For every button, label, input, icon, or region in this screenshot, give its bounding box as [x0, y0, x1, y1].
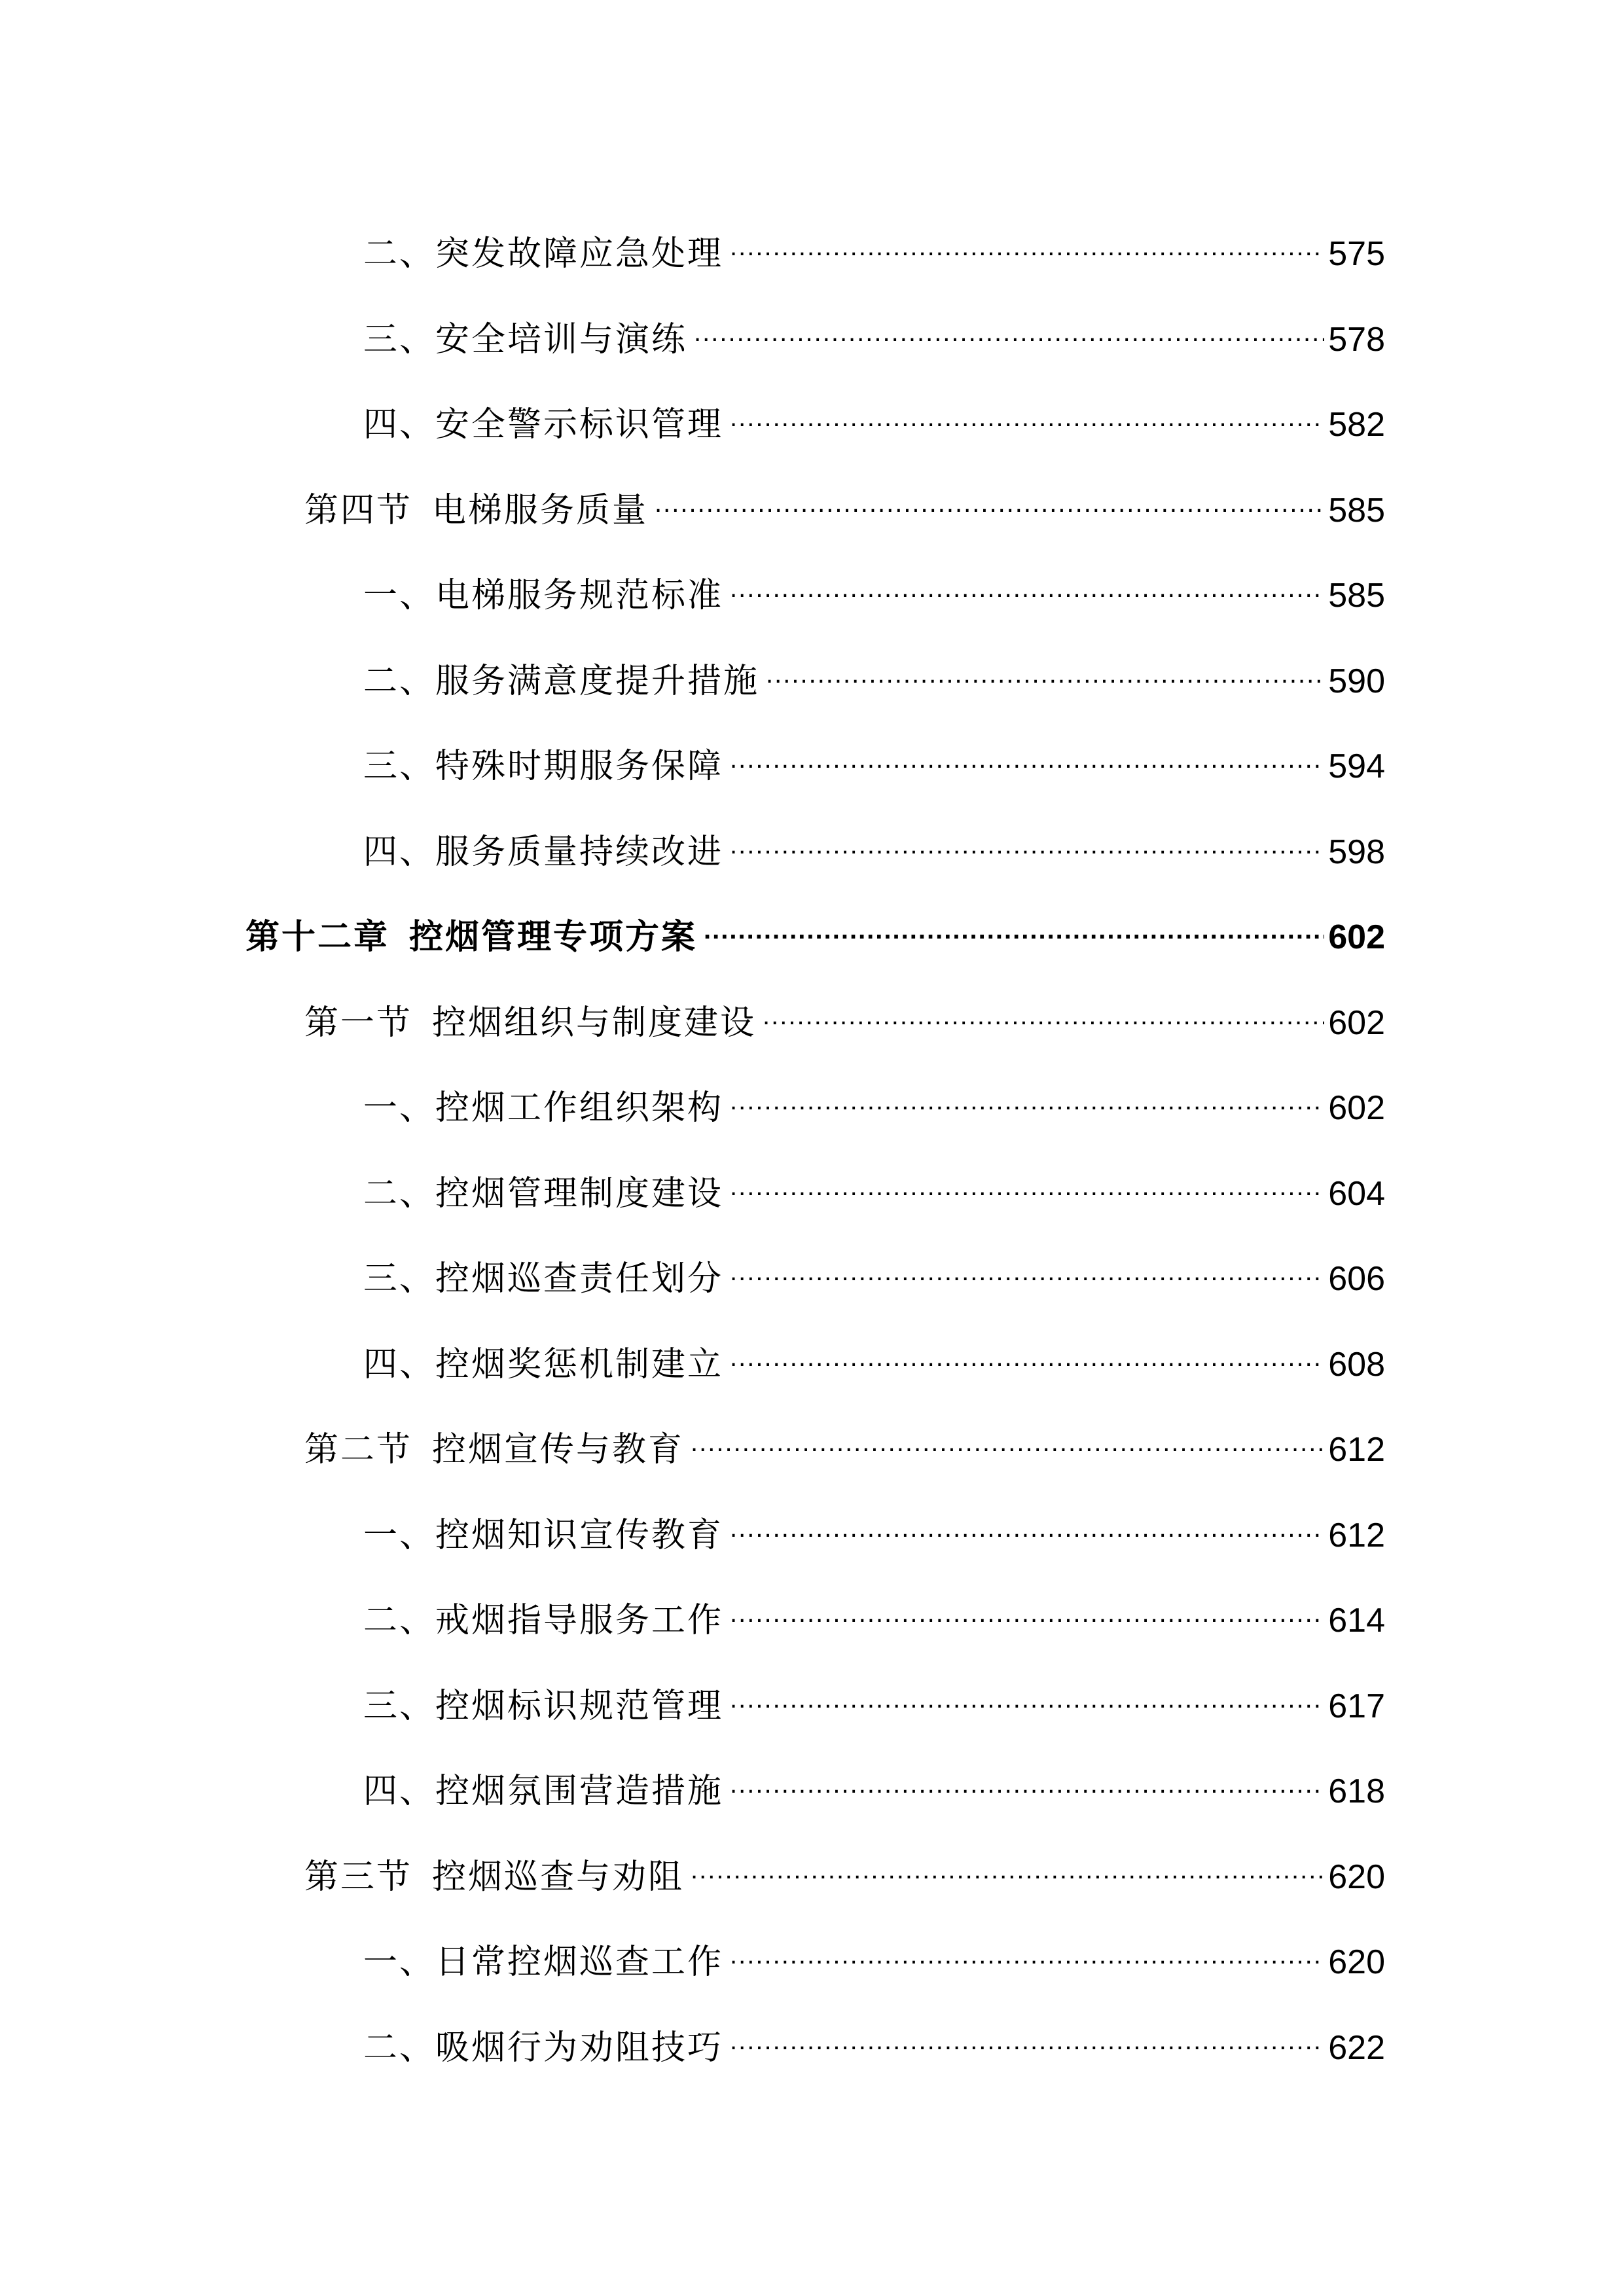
toc-entry-section[interactable] [304, 1836, 1385, 1897]
dot-leader [691, 1836, 1324, 1888]
toc-entry-label [304, 1424, 684, 1476]
dot-leader [730, 1921, 1324, 1973]
toc-entry-number: 第一节 [304, 1003, 413, 1043]
toc-entry-item[interactable] [363, 1921, 1385, 1982]
toc-entry-title: 一、控烟工作组织架构 [363, 1088, 724, 1128]
toc-entry-title: 四、安全警示标识管理 [363, 405, 724, 444]
toc-entry-page-number: 602 [1328, 918, 1385, 956]
toc-entry-item[interactable] [363, 1067, 1385, 1128]
toc-entry-page-number: 598 [1328, 833, 1385, 871]
toc-entry-title: 三、控烟巡查责任划分 [363, 1259, 724, 1299]
toc-entry-item[interactable] [363, 1494, 1385, 1555]
toc-entry-label [245, 911, 697, 963]
toc-entry-title: 控烟组织与制度建设 [432, 1003, 757, 1043]
toc-entry-section[interactable] [304, 1408, 1385, 1469]
dot-leader [694, 298, 1324, 351]
dot-leader [730, 213, 1324, 265]
dot-leader [730, 1238, 1324, 1290]
toc-entry-page-number: 590 [1328, 662, 1385, 700]
toc-entry-page-number: 594 [1328, 747, 1385, 785]
toc-entry-item[interactable] [363, 1323, 1385, 1384]
toc-entry-title: 二、吸烟行为劝阻技巧 [363, 2028, 724, 2068]
toc-entry-page-number: 622 [1328, 2028, 1385, 2067]
toc-entry-item[interactable] [363, 1153, 1385, 1213]
toc-entry-title: 三、控烟标识规范管理 [363, 1686, 724, 1726]
toc-entry-page-number: 578 [1328, 320, 1385, 359]
toc-entry-label [304, 1851, 684, 1903]
toc-entry-item[interactable] [363, 811, 1385, 872]
toc-entry-title: 一、电梯服务规范标准 [363, 576, 724, 615]
toc-entry-title: 二、戒烟指导服务工作 [363, 1601, 724, 1640]
dot-leader [730, 1665, 1324, 1717]
toc-entry-title: 控烟宣传与教育 [432, 1430, 685, 1469]
toc-entry-number: 第十二章 [245, 918, 390, 957]
toc-entry-label [363, 1253, 723, 1305]
toc-entry-title: 一、日常控烟巡查工作 [363, 1943, 724, 1982]
dot-leader [730, 1750, 1324, 1803]
toc-entry-label [363, 2022, 723, 2074]
dot-leader [730, 1579, 1324, 1632]
toc-entry-label [363, 1168, 723, 1220]
toc-entry-title: 四、控烟奖惩机制建立 [363, 1344, 724, 1384]
toc-entry-item[interactable] [363, 1750, 1385, 1811]
toc-entry-title: 二、服务满意度提升措施 [363, 661, 760, 701]
dot-leader [730, 1494, 1324, 1547]
toc-entry-page-number: 612 [1328, 1516, 1385, 1554]
toc-entry-title: 三、安全培训与演练 [363, 319, 688, 359]
toc-entry-number: 第三节 [304, 1857, 413, 1897]
toc-entry-label [363, 228, 723, 280]
toc-entry-label [304, 997, 756, 1049]
dot-leader [655, 469, 1324, 522]
toc-entry-label [363, 399, 723, 451]
toc-entry-page-number: 612 [1328, 1431, 1385, 1469]
dot-leader [704, 896, 1324, 948]
toc-entry-title: 控烟巡查与劝阻 [432, 1857, 685, 1897]
toc-entry-label [363, 314, 687, 366]
toc-entry-title: 二、突发故障应急处理 [363, 234, 724, 274]
toc-entry-title: 电梯服务质量 [432, 490, 649, 530]
toc-entry-section[interactable] [304, 982, 1385, 1043]
toc-entry-page-number: 602 [1328, 1003, 1385, 1042]
dot-leader [730, 2007, 1324, 2059]
dot-leader [730, 1067, 1324, 1119]
toc-entry-item[interactable] [363, 384, 1385, 444]
toc-entry-chapter[interactable] [245, 896, 1385, 957]
toc-entry-title: 控烟管理专项方案 [409, 918, 698, 957]
toc-entry-item[interactable] [363, 1579, 1385, 1640]
toc-entry-item[interactable] [363, 554, 1385, 615]
toc-entry-number: 第四节 [304, 490, 413, 530]
toc-entry-section[interactable] [304, 469, 1385, 530]
dot-leader [766, 640, 1324, 692]
toc-entry-page-number: 585 [1328, 491, 1385, 529]
toc-entry-page-number: 575 [1328, 235, 1385, 273]
toc-entry-page-number: 617 [1328, 1687, 1385, 1725]
toc-entry-label [363, 1338, 723, 1391]
dot-leader [730, 1323, 1324, 1376]
toc-entry-label [363, 1765, 723, 1818]
toc-entry-page-number: 585 [1328, 577, 1385, 615]
toc-entry-label [363, 826, 723, 878]
toc-entry-item[interactable] [363, 1238, 1385, 1299]
toc-entry-page-number: 606 [1328, 1260, 1385, 1298]
toc-entry-page-number: 618 [1328, 1772, 1385, 1810]
toc-entry-page-number: 620 [1328, 1943, 1385, 1981]
dot-leader [691, 1408, 1324, 1461]
toc-entry-number: 第二节 [304, 1430, 413, 1469]
dot-leader [730, 384, 1324, 436]
toc-entry-label [304, 484, 648, 537]
toc-entry-label [363, 569, 723, 622]
toc-entry-label [363, 655, 759, 708]
toc-entry-page-number: 608 [1328, 1345, 1385, 1384]
toc-entry-label [363, 1509, 723, 1562]
toc-entry-title: 三、特殊时期服务保障 [363, 747, 724, 786]
toc-entry-item[interactable] [363, 213, 1385, 274]
toc-entry-item[interactable] [363, 725, 1385, 786]
toc-entry-label [363, 1082, 723, 1134]
toc-entry-title: 四、控烟氛围营造措施 [363, 1772, 724, 1811]
dot-leader [730, 725, 1324, 778]
toc-entry-item[interactable] [363, 1665, 1385, 1726]
toc-entry-page-number: 582 [1328, 406, 1385, 444]
toc-entry-label [363, 1936, 723, 1988]
dot-leader [763, 982, 1324, 1034]
toc-entry-page-number: 620 [1328, 1857, 1385, 1896]
toc-entry-title: 一、控烟知识宣传教育 [363, 1515, 724, 1555]
toc-entry-label [363, 1680, 723, 1732]
toc-entry-title: 二、控烟管理制度建设 [363, 1174, 724, 1213]
toc-entry-label [363, 740, 723, 793]
dot-leader [730, 1153, 1324, 1205]
dot-leader [730, 554, 1324, 607]
toc-entry-item[interactable] [363, 298, 1385, 359]
dot-leader [730, 811, 1324, 863]
toc-entry-page-number: 604 [1328, 1174, 1385, 1213]
toc-entry-item[interactable] [363, 2007, 1385, 2068]
toc-entry-page-number: 602 [1328, 1089, 1385, 1127]
toc-entry-page-number: 614 [1328, 1602, 1385, 1640]
toc-entry-item[interactable] [363, 640, 1385, 701]
toc-entry-label [363, 1594, 723, 1647]
toc-entry-title: 四、服务质量持续改进 [363, 832, 724, 872]
